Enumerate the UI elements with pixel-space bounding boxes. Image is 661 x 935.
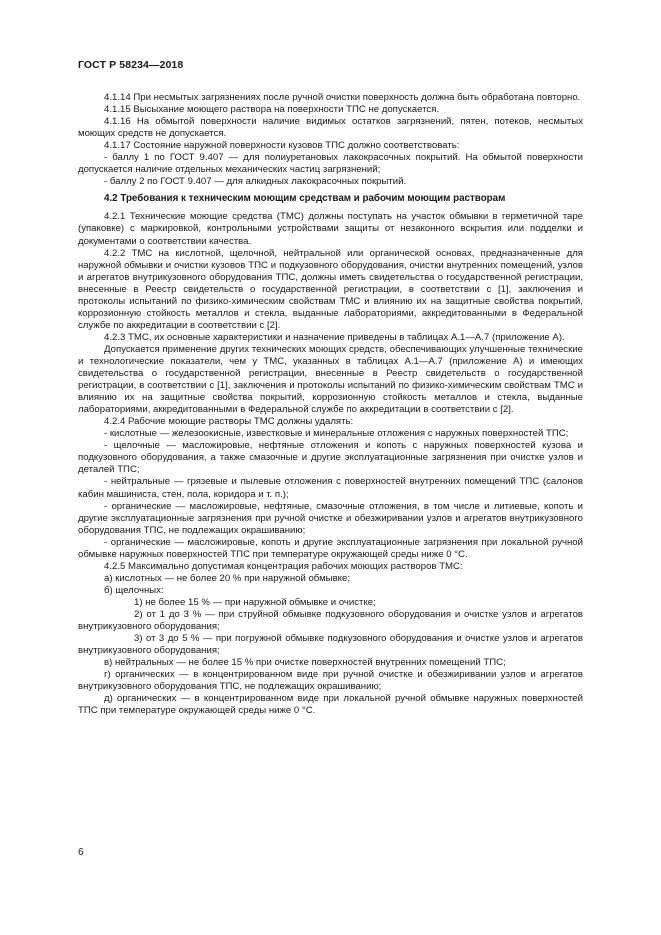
sub-list-item: 2) от 1 до 3 % — при струйной обмывке подкузовного оборудования и очистке узлов и агрегатов внутрикузовного оборудования; <box>78 608 583 633</box>
standard-header: ГОСТ Р 58234—2018 <box>78 59 184 71</box>
clause-4-1-15: 4.1.15 Высыхание моющего раствора на поверхности ТПС не допускается. <box>104 104 440 116</box>
clause-4-2-4: 4.2.4 Рабочие моющие растворы ТМС должны удалять: <box>104 416 354 428</box>
page-number: 6 <box>78 847 84 858</box>
section-heading-4-2: 4.2 Требования к техническим моющим средствам и рабочим моющим растворам <box>104 193 506 205</box>
list-item: - баллу 2 по ГОСТ 9.407 — для алкидных лакокрасочных покрытий. <box>104 176 407 188</box>
list-item: - баллу 1 по ГОСТ 9.407 — для полиуретановых лакокрасочных покрытий. На обмытой поверхности допускается наличие отдельных механических частиц загрязнений; <box>78 152 583 176</box>
list-item: - органические — масложировые, копоть и другие эксплуатационные загрязнения при локальной ручной обмывке наружных поверхностей ТПС при температуре окружающей среды ниже 0 °С. <box>78 536 583 560</box>
list-item: б) щелочных: <box>104 584 164 596</box>
clause-4-1-17: 4.1.17 Состояние наружной поверхности кузовов ТПС должно соответствовать: <box>104 140 460 152</box>
clause-4-2-2: 4.2.2 ТМС на кислотной, щелочной, нейтральной или органической основах, предназначенные для наружной обмывки и очистки кузовов ТПС и подкузовного оборудования, очистки внутренних помещений, узлов и агрегатов внутрикузовного оборудования ТПС, должны иметь свидетельства о государственной регистрации, внесенные в Реестр свидетельств о государственной регистрации, в соответствии с [1], заключения и протоколы испытаний по физико-химическим свойствам ТМС и влиянию их на защитные свойства покрытий, коррозионную стойкость металлов и стекла, выданные лабораториями, аккредитованными в Федеральной службе по аккредитации в соответствии с [2]. <box>78 247 583 331</box>
list-item: - нейтральные — грязевые и пылевые отложения с поверхностей внутренних помещений ТПС (салонов кабин машиниста, стен, пола, коридора и т. п.); <box>78 476 583 500</box>
list-item: в) нейтральных — не более 15 % при очистке поверхностей внутренних помещений ТПС; <box>104 657 506 669</box>
paragraph: Допускается применение других технических моющих средств, обеспечивающих улучшенные технические и технологические показатели, чем у ТМС, указанных в таблицах А.1—А.7 (приложение А) и имеющих свидетельства о государственной регистрации, внесенные в Реестр свидетельств о государственной регистрации, в соответствии с [1], заключения и протоколы испытаний по физико-химическим свойствам ТМС и влиянию их на защитные свойства покрытий, коррозионную стойкость металлов и стекла, выданные лабораториями, аккредитованными в Федеральной службе по аккредитации в соответствии с [2]. <box>78 343 583 416</box>
list-item: г) органических — в концентрированном виде при ручной очистке и обезжиривании узлов и агрегатов внутрикузовного оборудования ТПС, не подлежащих окрашиванию; <box>78 669 583 693</box>
clause-4-2-5: 4.2.5 Максимально допустимая концентрация рабочих моющих растворов ТМС: <box>104 560 463 572</box>
clause-4-1-16: 4.1.16 На обмытой поверхности наличие видимых остатков загрязнений, пятен, потеков, несмытых моющих средств не допускается. <box>78 116 583 140</box>
sub-list-item: 3) от 3 до 5 % — при погружной обмывке подкузовного оборудования и очистке узлов и агрегатов внутрикузовного оборудования; <box>78 633 583 657</box>
list-item: - щелочные — масложировые, нефтяные отложения и копоть с наружных поверхностей кузова и подкузовного оборудования, а также смазочные и другие эксплуатационные загрязнения при очистке узлов и деталей ТПС; <box>78 440 583 476</box>
sub-list-item: 1) не более 15 % — при наружной обмывке и очистке; <box>134 596 376 608</box>
list-item: - кислотные — железоокисные, известковые и минеральные отложения с наружных поверхностей ТПС; <box>104 428 569 440</box>
list-item: - органические — масложировые, нефтяные, смазочные отложения, в том числе и литиевые, копоть и другие эксплуатационные загрязнения при ручной очистке и обезжиривании узлов и агрегатов внутрикузовного оборудования ТПС, не подлежащих окрашиванию; <box>78 500 583 536</box>
clause-4-2-3: 4.2.3 ТМС, их основные характеристики и назначение приведены в таблицах А.1—А.7 (приложение А). <box>104 331 565 343</box>
clause-4-1-14: 4.1.14 При несмытых загрязнениях после ручной очистки поверхность должна быть обработана повторно. <box>104 92 581 103</box>
clause-4-2-1: 4.2.1 Технические моющие средства (ТМС) должны поступать на участок обмывки в герметичной таре (упаковке) с маркировкой, контрольными устройствами защиты от незаконного вскрытия или подделки и документами о соответствии качества. <box>78 211 583 247</box>
document-body <box>78 92 583 717</box>
list-item: д) органических — в концентрированном виде при локальной ручной обмывке наружных поверхностей ТПС при температуре окружающей среды ниже 0 °С. <box>78 693 583 717</box>
list-item: а) кислотных — не более 20 % при наружной обмывке; <box>104 572 350 584</box>
